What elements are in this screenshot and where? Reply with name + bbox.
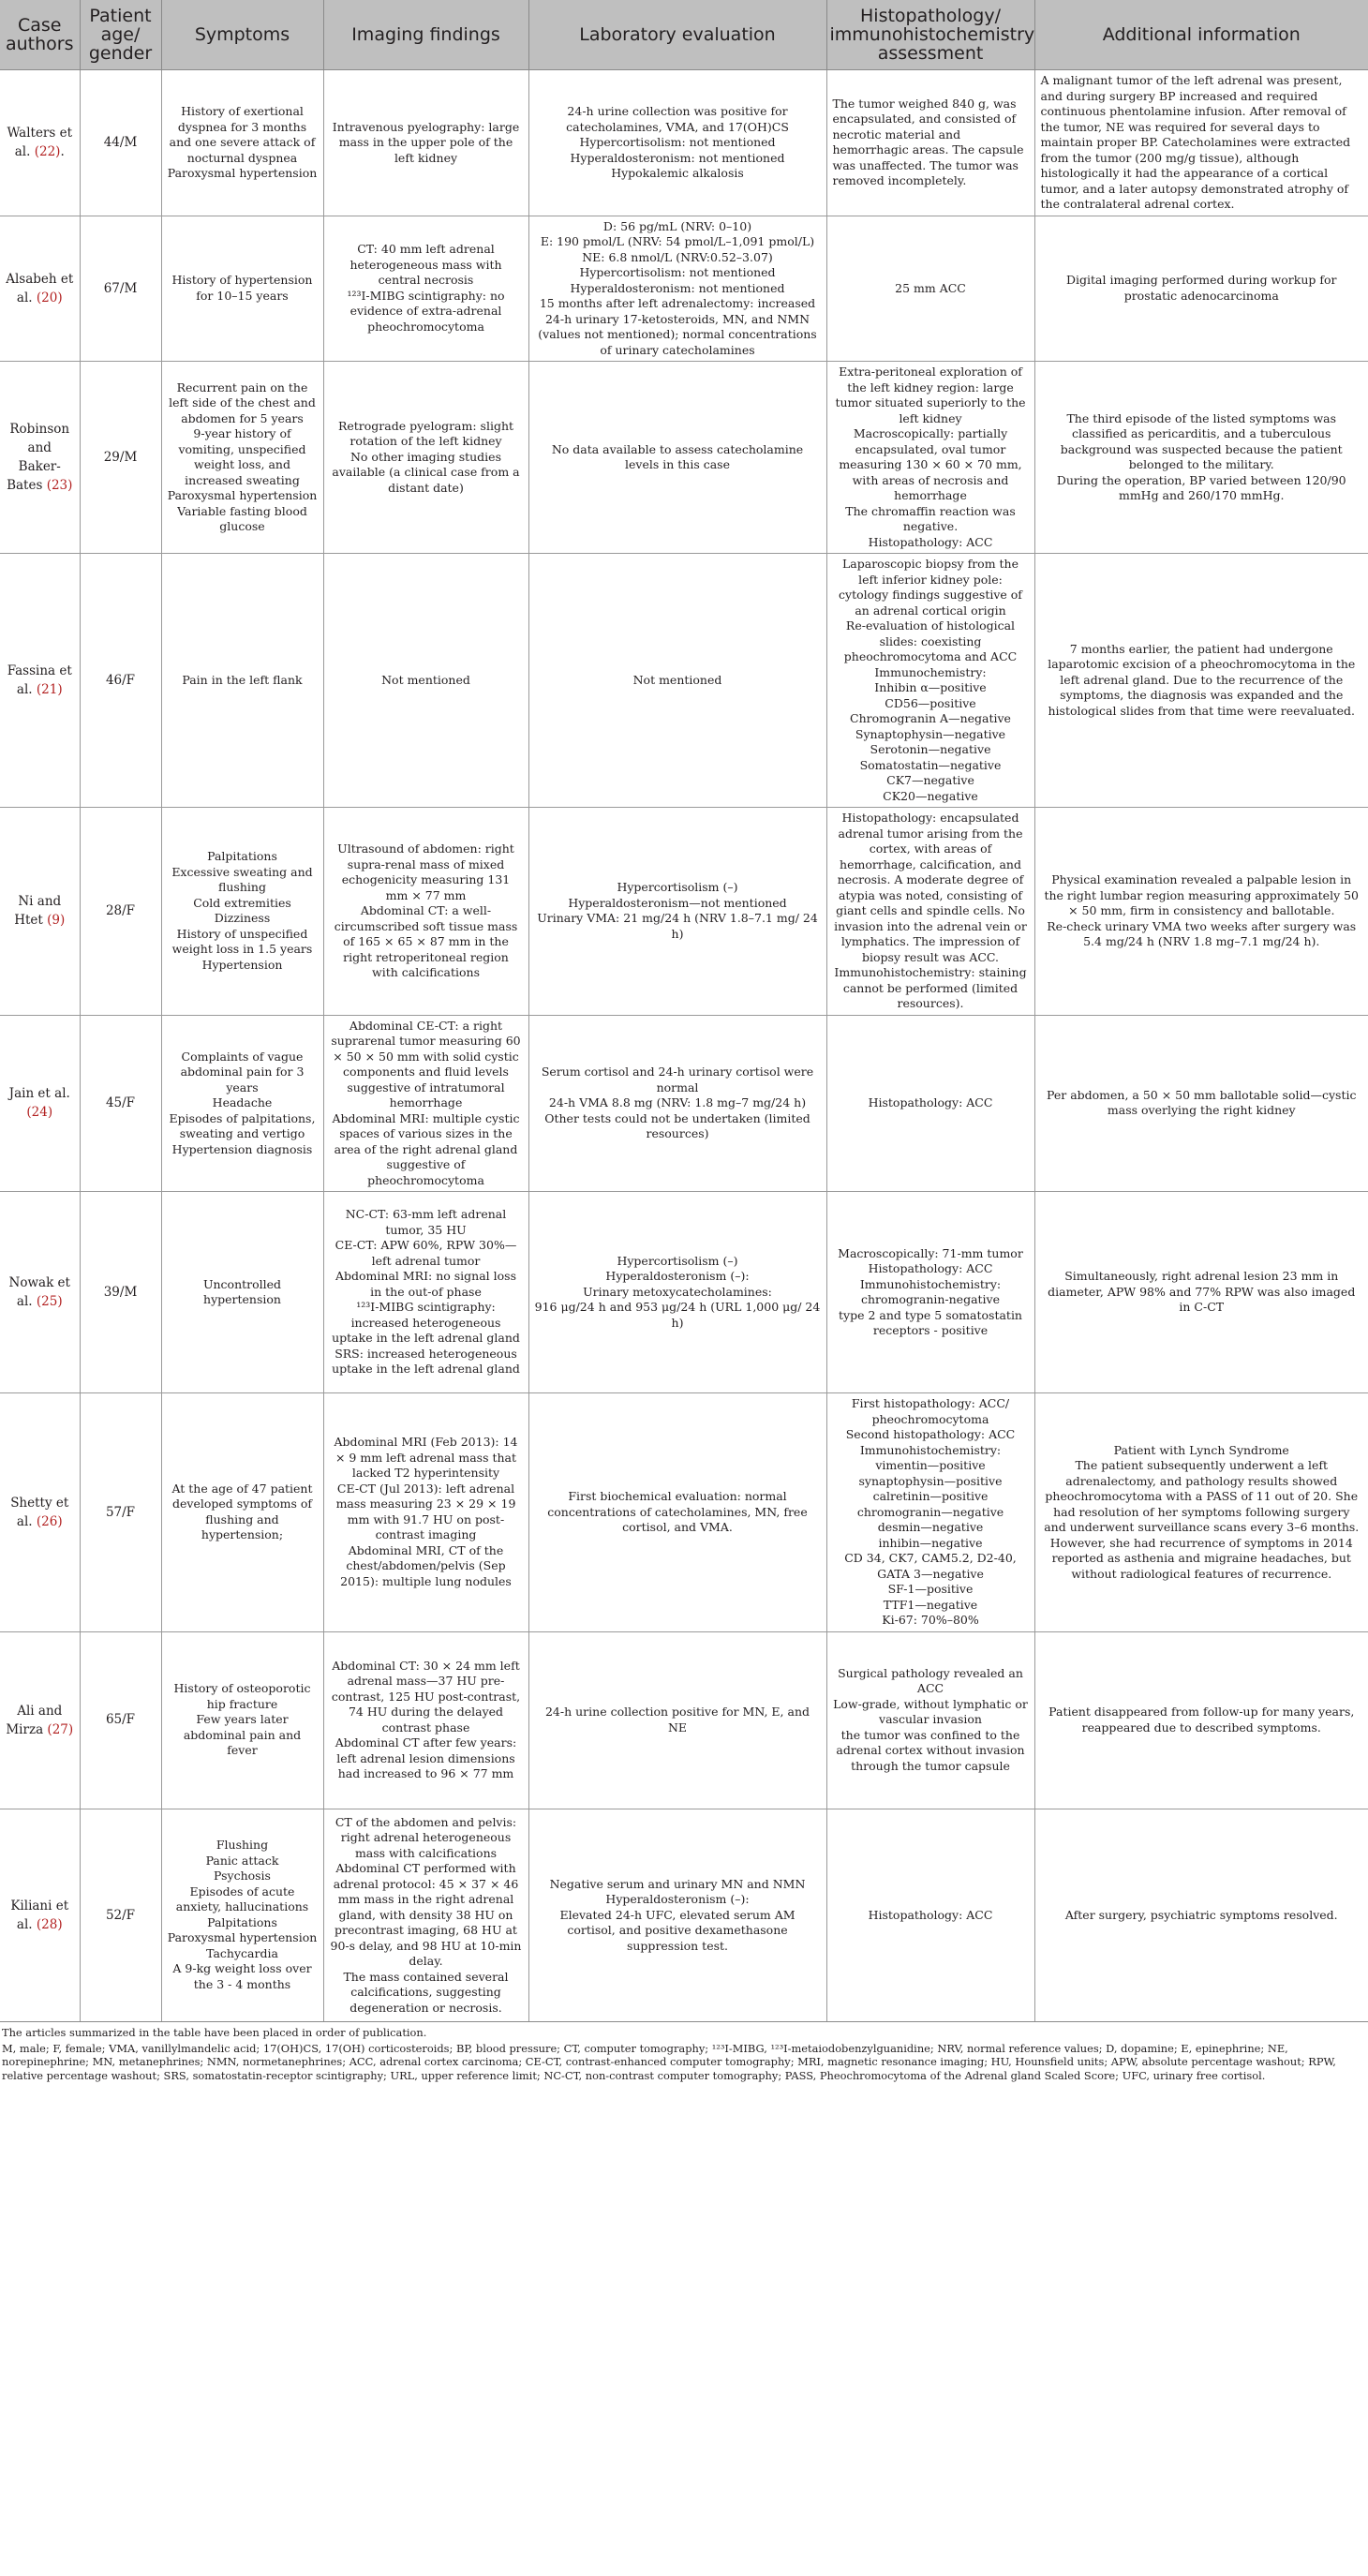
cell-line: History of osteoporotic hip fracture — [173, 1681, 311, 1711]
cell-case-author — [0, 1631, 80, 1809]
cell-line: Cold extremities — [193, 895, 291, 910]
cell-case-author — [0, 362, 80, 554]
cell-laboratory — [528, 1015, 826, 1192]
header-age-gender: Patient age/ gender — [80, 0, 161, 70]
cell-line: Simultaneously, right adrenal lesion 23 mm in diameter, APW 98% and 77% RPW was also imaged in C-CT — [1048, 1269, 1356, 1315]
cell-line: Urinary VMA: 21 mg/24 h (NRV 1.8–7.1 mg/ 24 h) — [537, 911, 818, 941]
header-case-authors: Case authors — [0, 0, 80, 70]
cell-symptoms — [161, 1015, 323, 1192]
cell-line: Serum cortisol and 24-h urinary cortisol were normal — [541, 1065, 814, 1094]
cell-line: Laparoscopic biopsy from the left inferior kidney pole: cytology findings suggestive of an adrenal cortical origin — [839, 557, 1022, 618]
cell-line: The patient subsequently underwent a left adrenalectomy, and pathology results showed pheochromocytoma with a PASS of 11 out of 20. She had resolution of her symptoms following surgery and underwent surveillance scans every 3–6 months. However, she had recurrence of symptoms in 2014 reported as asthenia and migraine headaches, but without radiological features of recurrence. — [1044, 1458, 1360, 1581]
cell-line: Chromogranin A—negative — [850, 711, 1011, 725]
cell-line: Hyperaldosteronism: not mentioned — [570, 150, 785, 165]
cell-line: type 2 and type 5 somatostatin receptors - positive — [838, 1307, 1022, 1337]
cell-line: Ultrasound of abdomen: right supra-renal mass of mixed echogenicity measuring 131 mm × 77 mm — [337, 841, 514, 902]
cell-line: Hypokalemic alkalosis — [611, 166, 744, 180]
cell-additional-info — [1034, 362, 1368, 554]
cell-histopathology — [826, 1015, 1034, 1192]
cell-symptoms — [161, 1809, 323, 2021]
cell-line: Immunohistochemistry: staining cannot be performed (limited resources). — [834, 965, 1027, 1010]
cell-line: After surgery, psychiatric symptoms resolved. — [1064, 1907, 1338, 1922]
cell-line: Flushing — [216, 1838, 269, 1853]
cell-line: Episodes of acute anxiety, hallucinations — [175, 1884, 309, 1914]
cell-symptoms — [161, 216, 323, 362]
cell-line: Abdominal MRI, CT of the chest/abdomen/pelvis (Sep 2015): multiple lung nodules — [340, 1542, 512, 1588]
cell-line: ¹²³I-MIBG scintigraphy: no evidence of extra-adrenal pheochromocytoma — [347, 288, 505, 334]
cell-line: Uncontrolled hypertension — [202, 1276, 282, 1306]
cell-additional-info — [1034, 1192, 1368, 1393]
cell-line: History of hypertension for 10–15 years — [171, 273, 313, 303]
cell-line: History of unspecified weight loss in 1.5 years — [171, 926, 313, 957]
cell-line: No data available to assess catecholamine levels in this case — [551, 441, 804, 471]
cell-line: Paroxysmal hypertension — [167, 166, 318, 180]
cell-line: Re-check urinary VMA two weeks after surgery was 5.4 mg/24 h (NRV 1.8 mg–7.1 mg/24 h). — [1047, 918, 1357, 948]
cell-line: Ki-67: 70%–80% — [882, 1613, 979, 1627]
cell-line: Not mentioned — [381, 672, 470, 687]
cell-line: Hypertension — [201, 957, 283, 972]
cell-line: Hypertension diagnosis — [171, 1141, 313, 1156]
cell-imaging — [323, 1631, 528, 1809]
cell-age-gender: 67/M — [80, 216, 161, 362]
cell-line: D: 56 pg/mL (NRV: 0–10) — [602, 218, 752, 233]
cell-line: Abdominal CT after few years: left adrenal lesion dimensions had increased to 96 × 77 mm — [335, 1735, 517, 1780]
cell-line: Abdominal MRI: multiple cystic spaces of various sizes in the area of the right adrenal gland suggestive of pheochromocytoma — [332, 1110, 520, 1187]
cell-line: Macroscopically: partially encapsulated, oval tumor measuring 130 × 60 × 70 mm, with areas of necrosis and hemorrhage — [839, 426, 1022, 502]
cell-line: Serotonin—negative — [870, 742, 991, 756]
table-row — [0, 362, 1368, 554]
cell-line: Complaints of vague abdominal pain for 3 years — [180, 1049, 305, 1094]
cell-case-author — [0, 808, 80, 1016]
reference-link[interactable]: (22) — [34, 144, 61, 160]
author-name: Fassina et al. — [7, 663, 72, 697]
table-row — [0, 1015, 1368, 1192]
author-name: Alsabeh et al. — [6, 271, 74, 305]
footnote-order: The articles summarized in the table have been placed in order of publication. — [2, 2026, 427, 2039]
reference-link[interactable]: (24) — [26, 1105, 53, 1121]
cell-line: First biochemical evaluation: normal concentrations of catecholamines, MN, free cortisol, and VMA. — [547, 1489, 808, 1534]
cell-line: CT: 40 mm left adrenal heterogeneous mass with central necrosis — [349, 242, 502, 288]
cell-case-author — [0, 1809, 80, 2021]
cell-symptoms — [161, 1192, 323, 1393]
cell-line: The third episode of the listed symptoms was classified as pericarditis, and a tuberculous background was suspected because the patient belonged to the military. — [1060, 410, 1343, 471]
cell-additional-info — [1034, 1015, 1368, 1192]
cell-line: Panic attack — [205, 1853, 279, 1868]
cell-line: Second histopathology: ACC — [845, 1427, 1016, 1441]
author-name: Robinson and Baker-Bates — [7, 422, 70, 493]
reference-link[interactable]: (20) — [36, 290, 63, 305]
cell-laboratory — [528, 1809, 826, 2021]
cell-histopathology — [826, 554, 1034, 808]
table-row — [0, 554, 1368, 808]
cell-line: Abdominal MRI (Feb 2013): 14 × 9 mm left adrenal mass that lacked T2 hyperintensity — [334, 1435, 518, 1481]
cell-line: Urinary metoxycatecholamines: — [583, 1284, 772, 1299]
cell-additional-info — [1034, 808, 1368, 1016]
cell-laboratory — [528, 216, 826, 362]
cell-histopathology — [826, 70, 1034, 216]
cell-line: First histopathology: ACC/ pheochromocytoma — [851, 1396, 1010, 1426]
table-row — [0, 70, 1368, 216]
cell-line: CE-CT (Jul 2013): left adrenal mass measuring 23 × 29 × 19 mm with 91.7 HU on post-contrast imaging — [335, 1481, 516, 1542]
cell-line: the tumor was confined to the adrenal cortex without invasion through the tumor capsule — [836, 1727, 1025, 1773]
cell-imaging — [323, 1192, 528, 1393]
cell-line: calretinin—positive — [872, 1489, 989, 1503]
header-laboratory: Laboratory evaluation — [528, 0, 826, 70]
cell-imaging — [323, 362, 528, 554]
cell-line: Hypercortisolism: not mentioned — [579, 265, 776, 279]
cell-line: Tachycardia — [206, 1945, 278, 1960]
cell-case-author — [0, 70, 80, 216]
cell-imaging — [323, 70, 528, 216]
cell-age-gender: 52/F — [80, 1809, 161, 2021]
table-row — [0, 216, 1368, 362]
reference-link[interactable]: (26) — [36, 1513, 63, 1529]
cell-line: Histopathology: encapsulated adrenal tumor arising from the cortex, with areas of hemorrhage, calcification, and necrosis. A moderate degree of atypia was noted, consisting of giant cells and spindle cells. No invasion into the adrenal vein or lymphatics. The impression of biopsy result was ACC. — [834, 811, 1027, 964]
cell-age-gender: 29/M — [80, 362, 161, 554]
cell-line: vimentin—positive — [875, 1458, 986, 1472]
author-name: Ali and Mirza — [6, 1703, 63, 1737]
table-body — [0, 70, 1368, 2022]
cell-case-author — [0, 1192, 80, 1393]
cell-line: Psychosis — [214, 1869, 271, 1884]
cell-line: 24-h urine collection positive for MN, E, and NE — [544, 1705, 810, 1735]
cell-line: Re-evaluation of histological slides: coexisting pheochromocytoma and ACC — [843, 618, 1018, 663]
cell-symptoms — [161, 554, 323, 808]
cell-line: Histopathology: ACC — [868, 534, 993, 549]
cell-line: Hyperaldosteronism: not mentioned — [570, 280, 785, 295]
cell-histopathology — [826, 1631, 1034, 1809]
cell-line: inhibin—negative — [878, 1535, 983, 1550]
cell-line: CK7—negative — [886, 773, 974, 787]
cell-line: Hyperaldosteronism—not mentioned — [568, 895, 787, 910]
reference-link[interactable]: (21) — [36, 682, 63, 697]
cell-line: Macroscopically: 71-mm tumor — [838, 1245, 1023, 1260]
cell-line: Palpitations — [207, 1914, 277, 1929]
cell-age-gender: 45/F — [80, 1015, 161, 1192]
cell-line: Episodes of palpitations, sweating and vertigo — [169, 1110, 316, 1140]
author-name: Nowak et al. — [8, 1275, 70, 1309]
cell-line: CD 34, CK7, CAM5.2, D2-40, GATA 3—negative — [844, 1551, 1017, 1581]
cell-age-gender: 65/F — [80, 1631, 161, 1809]
cell-case-author — [0, 216, 80, 362]
cell-line: History of exertional dyspnea for 3 months and one severe attack of nocturnal dyspnea — [169, 104, 316, 165]
cell-age-gender: 39/M — [80, 1192, 161, 1393]
table-row — [0, 1809, 1368, 2021]
cell-line: During the operation, BP varied between 120/90 mmHg and 260/170 mmHg. — [1056, 472, 1346, 502]
author-name: Jain et al. — [8, 1086, 70, 1102]
header-additional-info: Additional information — [1034, 0, 1368, 70]
cell-line: Histopathology: ACC — [868, 1095, 993, 1109]
cell-line: 24-h VMA 8.8 mg (NRV: 1.8 mg–7 mg/24 h) — [548, 1095, 807, 1109]
author-suffix: . — [60, 144, 65, 160]
cell-line: desmin—negative — [877, 1520, 984, 1534]
cell-line: SF-1—positive — [887, 1582, 974, 1596]
cell-laboratory — [528, 362, 826, 554]
cell-age-gender: 44/M — [80, 70, 161, 216]
cell-line: 24-h urine collection was positive for catecholamines, VMA, and 17(OH)CS — [566, 104, 789, 134]
cell-line: Patient with Lynch Syndrome — [1113, 1442, 1289, 1457]
cell-line: Other tests could not be undertaken (limited resources) — [544, 1110, 810, 1140]
cell-symptoms — [161, 808, 323, 1016]
author-name: Shetty et al. — [10, 1495, 69, 1529]
cell-line: Excessive sweating and flushing — [171, 864, 313, 895]
cell-line: The mass contained several calcifications, suggesting degeneration or necrosis. — [343, 1969, 509, 2015]
cell-additional-info — [1034, 1393, 1368, 1632]
cell-line: Hypercortisolism (–) — [617, 880, 738, 895]
cell-line: Digital imaging performed during workup for prostatic adenocarcinoma — [1065, 273, 1337, 303]
cell-line: Surgical pathology revealed an ACC — [838, 1665, 1023, 1696]
cell-imaging — [323, 1393, 528, 1632]
cell-symptoms — [161, 70, 323, 216]
cell-line: Per abdomen, a 50 × 50 mm ballotable solid—cystic mass overlying the right kidney — [1047, 1087, 1357, 1118]
cell-line: Elevated 24-h UFC, elevated serum AM cortisol, and positive dexamethasone suppression test. — [559, 1907, 796, 1953]
cell-line: Palpitations — [207, 849, 277, 864]
reference-link[interactable]: (23) — [46, 478, 73, 493]
cell-line: Negative serum and urinary MN and NMN — [549, 1876, 806, 1891]
cell-line: Patient disappeared from follow-up for many years, reappeared due to described symptoms. — [1048, 1705, 1355, 1735]
cell-line: ¹²³I-MIBG scintigraphy: increased heterogeneous uptake in the left adrenal gland — [332, 1300, 520, 1346]
cell-line: Hyperaldosteronism (–): — [605, 1892, 750, 1906]
author-name: Ni and Htet — [14, 894, 62, 929]
footnote-abbreviations: M, male; F, female; VMA, vanillylmandelic acid; 17(OH)CS, 17(OH) corticosteroids; BP, blood pressure; CT, computer tomography; ¹²³I-MIBG, ¹²³I-metaiodobenzylguanidine; NRV, normal reference values; D, dopamine; E, epinephrine; NE, norepinephrine; MN, metanephrines; NMN, normetanephrines; ACC, adrenal cortex carcinoma; CE-CT, contrast-enhanced computer tomography; MRI, magnetic resonance imaging; HU, Hounsfield units; APW, absolute percentage washout; RPW, relative percentage washout; SRS, somatostatin-receptor scintigraphy; URL, upper reference limit; NC-CT, non-contrast computer tomography; PASS, Pheochromocytoma of the Adrenal gland Scaled Score; UFC, urinary free cortisol. — [2, 2041, 1336, 2082]
cell-line: At the age of 47 patient developed symptoms of flushing and hypertension; — [171, 1481, 313, 1542]
header-row — [0, 0, 1368, 70]
cell-line: synaptophysin—positive — [858, 1473, 1003, 1488]
cell-line: NE: 6.8 nmol/L (NRV:0.52–3.07) — [582, 249, 773, 264]
author-name: Walters et al. — [7, 126, 73, 160]
cell-line: A 9-kg weight loss over the 3 - 4 months — [172, 1961, 312, 1991]
cell-line: Retrograde pyelogram: slight rotation of the left kidney — [337, 418, 514, 449]
cell-line: Somatostatin—negative — [859, 757, 1002, 772]
cell-line: Paroxysmal hypertension — [167, 488, 318, 502]
cell-line: CK20—negative — [883, 788, 978, 803]
cell-line: Not mentioned — [632, 672, 722, 687]
author-name: Kiliani et al. — [10, 1898, 69, 1932]
header-histopathology: Histopathology/ immunohistochemistry assessment — [826, 0, 1034, 70]
cell-case-author — [0, 554, 80, 808]
table-row — [0, 1393, 1368, 1632]
cell-line: Hypercortisolism: not mentioned — [579, 135, 776, 149]
cell-symptoms — [161, 1631, 323, 1809]
cell-age-gender: 57/F — [80, 1393, 161, 1632]
cell-line: Abdominal CE-CT: a right suprarenal tumor measuring 60 × 50 × 50 mm with solid cystic components and fluid levels suggestive of intratumoral hemorrhage — [331, 1018, 521, 1109]
cell-line: TTF1—negative — [883, 1597, 978, 1612]
cell-line: 9-year history of vomiting, unspecified weight loss, and increased sweating — [178, 426, 306, 487]
cell-line: The chromaffin reaction was negative. — [845, 503, 1016, 533]
cell-line: NC-CT: 63-mm left adrenal tumor, 35 HU — [345, 1207, 507, 1237]
cell-line: Inhibin α—positive — [874, 680, 987, 694]
header-symptoms: Symptoms — [161, 0, 323, 70]
cell-imaging — [323, 216, 528, 362]
reference-link[interactable]: (27) — [47, 1721, 74, 1737]
cell-line: Immunochemistry: — [874, 664, 987, 679]
cell-line: Abdominal CT: 30 × 24 mm left adrenal mass—37 HU pre-contrast, 125 HU post-contrast, 74 HU during the delayed contrast phase — [331, 1658, 521, 1735]
cell-line: Hyperaldosteronism (–): — [605, 1269, 750, 1284]
cell-case-author — [0, 1015, 80, 1192]
cell-line: Histopathology: ACC — [868, 1261, 993, 1275]
cell-laboratory — [528, 808, 826, 1016]
cell-line: CE-CT: APW 60%, RPW 30%—left adrenal tumor — [335, 1238, 517, 1268]
cell-line: Extra-peritoneal exploration of the left kidney region: large tumor situated superiorly to the left kidney — [835, 365, 1026, 425]
cell-imaging — [323, 1015, 528, 1192]
cell-imaging — [323, 554, 528, 808]
cell-line: Immunohistochemistry: — [859, 1442, 1002, 1457]
cell-line: 15 months after left adrenalectomy: increased 24-h urinary 17-ketosteroids, MN, and NMN (values not mentioned); normal concentrations of urinary catecholamines — [538, 296, 817, 357]
cell-line: chromogranin—negative — [856, 1504, 1004, 1519]
cell-line: Headache — [212, 1095, 273, 1109]
reference-link[interactable]: (25) — [36, 1294, 63, 1309]
cell-histopathology — [826, 1809, 1034, 2021]
cell-age-gender: 46/F — [80, 554, 161, 808]
cell-additional-info — [1034, 70, 1368, 216]
cell-histopathology — [826, 216, 1034, 362]
cell-laboratory — [528, 1192, 826, 1393]
cell-line: E: 190 pmol/L (NRV: 54 pmol/L–1,091 pmol/L) — [540, 234, 815, 248]
cell-additional-info — [1034, 1809, 1368, 2021]
cell-line: CD56—positive — [885, 695, 976, 710]
cell-line: Low-grade, without lymphatic or vascular invasion — [833, 1696, 1028, 1727]
cell-line: Histopathology: ACC — [868, 1907, 993, 1922]
cell-line: A malignant tumor of the left adrenal was present, and during surgery BP increased and required continuous phentolamine infusion. After removal of the tumor, NE was required for several days to maintain proper BP. Catecholamines were extracted from the tumor (200 mg/g tissue), although histologically it had the appearance of a cortical tumor, and a later autopsy demonstrated atrophy of the contralateral adrenal cortex. — [1040, 73, 1351, 211]
cell-line: The tumor weighed 840 g, was encapsulated, and consisted of necrotic material and hemorrhagic areas. The capsule was unaffected. The tumor was removed incompletely. — [832, 96, 1024, 188]
cell-laboratory — [528, 1631, 826, 1809]
cell-histopathology — [826, 1192, 1034, 1393]
cell-line: Abdominal CT: a well-circumscribed soft tissue mass of 165 × 65 × 87 mm in the right retroperitoneal region with calcifications — [334, 903, 518, 979]
cell-laboratory — [528, 1393, 826, 1632]
cell-imaging — [323, 1809, 528, 2021]
cell-line: SRS: increased heterogeneous uptake in the left adrenal gland — [332, 1346, 520, 1377]
cell-line: Few years later abdominal pain and fever — [183, 1712, 302, 1758]
cell-histopathology — [826, 808, 1034, 1016]
footnotes — [0, 2021, 1368, 2082]
reference-link[interactable]: (9) — [47, 913, 66, 929]
cell-line: Hypercortisolism (–) — [617, 1253, 738, 1268]
cell-laboratory — [528, 70, 826, 216]
table-row — [0, 1192, 1368, 1393]
cell-symptoms — [161, 362, 323, 554]
table-row — [0, 1631, 1368, 1809]
cell-line: 7 months earlier, the patient had undergone laparotomic excision of a pheochromocytoma in the left adrenal gland. Due to the recurrence of the symptoms, the diagnosis was expanded and the histological slides from that time were reevaluated. — [1048, 641, 1356, 718]
cell-line: Physical examination revealed a palpable lesion in the right lumbar region measuring approximately 50 × 50 mm, firm in consistency and ballotable. — [1044, 872, 1360, 917]
cell-line: Paroxysmal hypertension — [167, 1930, 318, 1945]
cell-line: Pain in the left flank — [182, 672, 303, 687]
cell-line: 25 mm ACC — [895, 280, 966, 295]
cell-histopathology — [826, 1393, 1034, 1632]
cell-imaging — [323, 808, 528, 1016]
cell-histopathology — [826, 362, 1034, 554]
reference-link[interactable]: (28) — [36, 1916, 63, 1932]
cell-additional-info — [1034, 554, 1368, 808]
cell-line: Variable fasting blood glucose — [177, 503, 307, 533]
cell-line: Synaptophysin—negative — [855, 726, 1006, 741]
cell-additional-info — [1034, 1631, 1368, 1809]
cell-line: CT of the abdomen and pelvis: right adrenal heterogeneous mass with calcifications — [335, 1814, 517, 1860]
cell-line: No other imaging studies available (a clinical case from a distant date) — [332, 449, 520, 495]
cell-age-gender: 28/F — [80, 808, 161, 1016]
cell-line: Abdominal MRI: no signal loss in the out-of phase — [335, 1269, 516, 1299]
table-row — [0, 808, 1368, 1016]
cell-line: 916 μg/24 h and 953 μg/24 h (URL 1,000 μg/ 24 h) — [534, 1300, 821, 1330]
cell-line: Intravenous pyelography: large mass in the upper pole of the left kidney — [332, 119, 520, 165]
cell-line: Dizziness — [214, 911, 271, 926]
cell-line: Recurrent pain on the left side of the chest and abdomen for 5 years — [169, 380, 316, 425]
cell-case-author — [0, 1393, 80, 1632]
cell-line: Abdominal CT performed with adrenal protocol: 45 × 37 × 46 mm mass in the right adrenal gland, with density 38 HU on precontrast imaging, 68 HU at 90-s delay, and 98 HU at 10-min delay. — [330, 1861, 522, 1968]
cell-line: Immunohistochemistry: chromogranin-negative — [859, 1276, 1002, 1306]
cell-additional-info — [1034, 216, 1368, 362]
cell-laboratory — [528, 554, 826, 808]
header-imaging: Imaging findings — [323, 0, 528, 70]
cell-symptoms — [161, 1393, 323, 1632]
